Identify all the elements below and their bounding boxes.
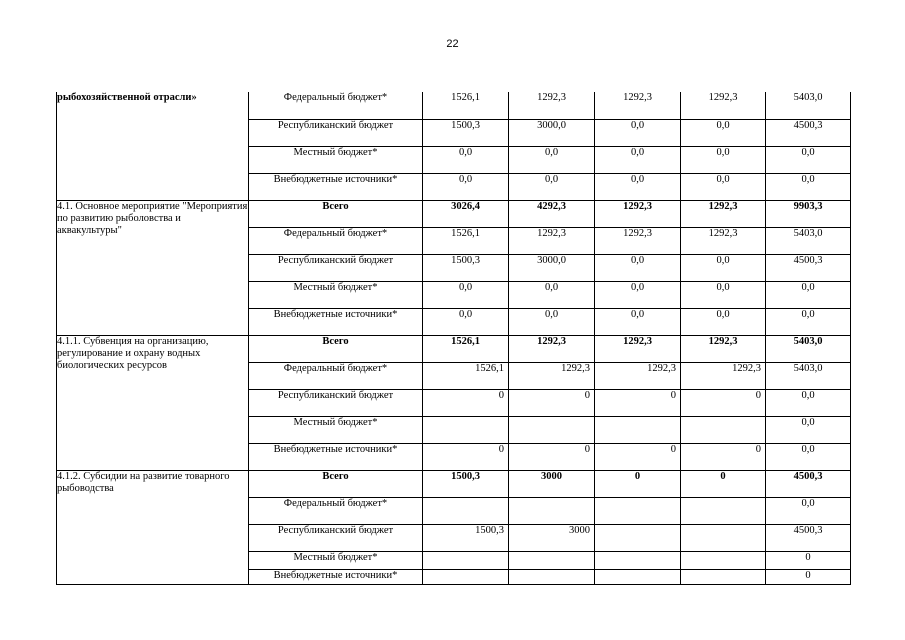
value-year-2: 0 [509,389,595,416]
funding-source: Федеральный бюджет* [249,362,423,389]
value-year-1: 1500,3 [423,470,509,497]
value-year-4: 0,0 [681,173,766,200]
value-year-4 [681,524,766,551]
value-year-4: 0,0 [681,281,766,308]
table-row [57,92,851,119]
value-year-3 [595,416,681,443]
funding-source: Внебюджетные источники* [249,173,423,200]
value-total: 0,0 [766,443,851,470]
value-year-1 [423,416,509,443]
value-year-1: 0,0 [423,281,509,308]
value-year-4: 0 [681,443,766,470]
funding-source: Местный бюджет* [249,416,423,443]
funding-source: Федеральный бюджет* [249,227,423,254]
activity-name-cell [57,470,249,584]
value-year-2 [509,497,595,524]
value-year-1: 0 [423,443,509,470]
funding-source: Федеральный бюджет* [249,497,423,524]
funding-source: Местный бюджет* [249,281,423,308]
value-year-4: 1292,3 [681,92,766,119]
table-row [57,200,851,227]
value-year-4: 1292,3 [681,335,766,362]
value-year-2: 3000,0 [509,254,595,281]
table-row [57,470,851,497]
value-year-2: 1292,3 [509,362,595,389]
value-year-3: 0,0 [595,281,681,308]
value-year-2: 0,0 [509,308,595,335]
value-year-1: 0,0 [423,308,509,335]
table-row [57,335,851,362]
funding-source: Местный бюджет* [249,146,423,173]
value-year-4: 0,0 [681,254,766,281]
value-total: 4500,3 [766,524,851,551]
activity-name-cell [57,92,249,200]
funding-source: Внебюджетные источники* [249,569,423,584]
value-year-3: 0,0 [595,308,681,335]
value-year-3: 1292,3 [595,227,681,254]
value-year-3: 1292,3 [595,362,681,389]
activity-name-cell [57,335,249,470]
funding-source: Всего [249,200,423,227]
value-year-4: 0,0 [681,119,766,146]
value-year-2: 0 [509,443,595,470]
value-year-2 [509,569,595,584]
value-year-4 [681,551,766,569]
value-year-4 [681,416,766,443]
page-number: 22 [446,38,459,50]
value-year-4: 1292,3 [681,362,766,389]
value-year-2: 1292,3 [509,335,595,362]
value-year-3: 0,0 [595,119,681,146]
value-total: 5403,0 [766,92,851,119]
value-year-1: 1526,1 [423,92,509,119]
activity-name: 4.1. Основное мероприятие "Мероприятия по развитию рыболовства и аквакультуры" [57,200,248,236]
value-total: 9903,3 [766,200,851,227]
value-year-3 [595,551,681,569]
value-year-3: 1292,3 [595,335,681,362]
value-year-4: 1292,3 [681,200,766,227]
value-total: 0,0 [766,146,851,173]
value-year-1 [423,497,509,524]
value-year-1: 1500,3 [423,254,509,281]
value-total: 4500,3 [766,470,851,497]
value-year-2 [509,551,595,569]
value-year-3: 1292,3 [595,92,681,119]
value-year-2: 4292,3 [509,200,595,227]
value-year-3: 0 [595,443,681,470]
value-year-2: 1292,3 [509,92,595,119]
value-year-1: 1500,3 [423,524,509,551]
budget-table [56,92,851,585]
value-total: 4500,3 [766,254,851,281]
value-year-3 [595,497,681,524]
funding-source: Республиканский бюджет [249,389,423,416]
value-year-4: 1292,3 [681,227,766,254]
value-year-1 [423,551,509,569]
value-year-2: 1292,3 [509,227,595,254]
value-year-4: 0,0 [681,146,766,173]
funding-source: Местный бюджет* [249,551,423,569]
activity-name-cell [57,200,249,335]
value-year-4 [681,497,766,524]
funding-source: Всего [249,470,423,497]
value-year-3: 1292,3 [595,200,681,227]
value-year-2: 3000 [509,524,595,551]
value-total: 5403,0 [766,362,851,389]
value-year-3: 0 [595,470,681,497]
value-total: 5403,0 [766,335,851,362]
value-year-1 [423,569,509,584]
value-year-4: 0,0 [681,308,766,335]
value-year-2: 0,0 [509,146,595,173]
value-total: 0,0 [766,497,851,524]
value-total: 0 [766,569,851,584]
funding-source: Внебюджетные источники* [249,443,423,470]
value-year-1: 1500,3 [423,119,509,146]
funding-source: Республиканский бюджет [249,119,423,146]
value-total: 0,0 [766,281,851,308]
activity-name: 4.1.2. Субсидии на развитие товарного рыбоводства [57,470,230,494]
value-year-3: 0,0 [595,173,681,200]
funding-source: Федеральный бюджет* [249,92,423,119]
value-year-4 [681,569,766,584]
value-year-1: 0,0 [423,173,509,200]
value-year-1: 1526,1 [423,335,509,362]
value-total: 0,0 [766,308,851,335]
value-year-1: 0 [423,389,509,416]
value-total: 5403,0 [766,227,851,254]
funding-source: Республиканский бюджет [249,254,423,281]
value-year-2: 0,0 [509,173,595,200]
value-total: 0,0 [766,416,851,443]
value-year-3: 0 [595,389,681,416]
value-year-2 [509,416,595,443]
value-year-3: 0,0 [595,254,681,281]
value-year-1: 3026,4 [423,200,509,227]
value-year-3 [595,524,681,551]
value-year-1: 1526,1 [423,362,509,389]
value-year-2: 3000 [509,470,595,497]
activity-name: 4.1.1. Субвенция на организацию, регулирование и охрану водных биологических ресурсов [57,335,209,371]
value-year-2: 0,0 [509,281,595,308]
value-total: 4500,3 [766,119,851,146]
value-year-1: 0,0 [423,146,509,173]
funding-source: Республиканский бюджет [249,524,423,551]
value-year-4: 0 [681,470,766,497]
funding-source: Всего [249,335,423,362]
value-total: 0,0 [766,173,851,200]
value-total: 0,0 [766,389,851,416]
value-total: 0 [766,551,851,569]
value-year-4: 0 [681,389,766,416]
value-year-1: 1526,1 [423,227,509,254]
value-year-3 [595,569,681,584]
activity-name: рыбохозяйственной отрасли» [57,92,197,103]
funding-source: Внебюджетные источники* [249,308,423,335]
value-year-2: 3000,0 [509,119,595,146]
value-year-3: 0,0 [595,146,681,173]
